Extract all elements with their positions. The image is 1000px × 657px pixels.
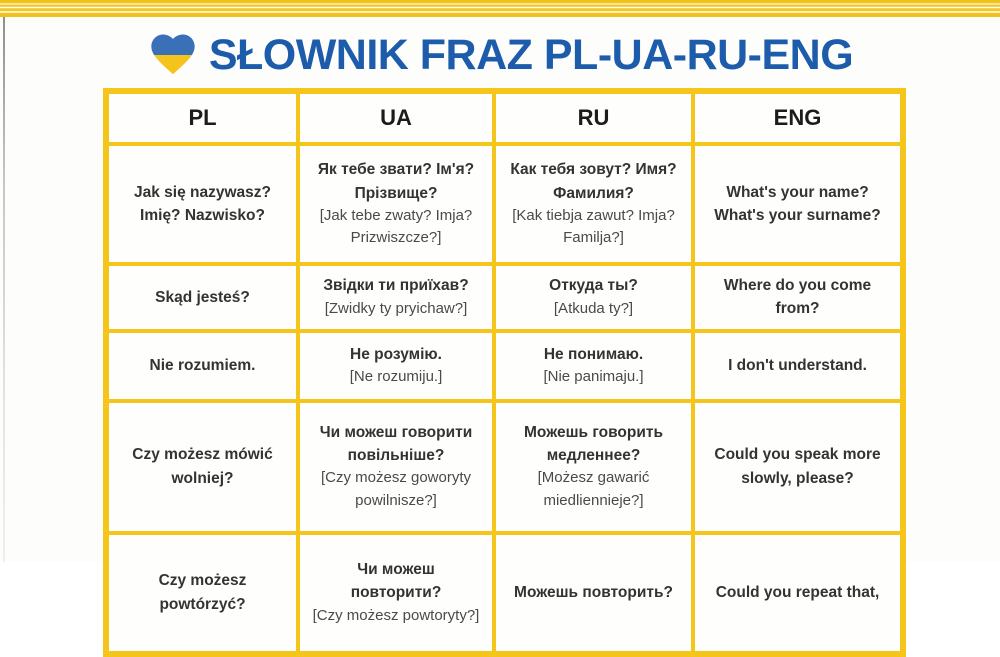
phrase-cell-ua: [298, 533, 494, 654]
phrase-main-text: What's your name? What's your surname?: [714, 183, 881, 224]
phrase-transliteration: [Nie panimaju.]: [543, 367, 644, 385]
phrase-main-text: Nie rozumiem.: [149, 356, 256, 374]
phrase-cell-ua: [298, 331, 494, 401]
phrase-table-body: [106, 144, 903, 654]
phrase-cell-pl: [106, 264, 298, 331]
table-row: [106, 331, 903, 401]
phrase-transliteration: [Atkuda ty?]: [553, 299, 634, 317]
column-header-ua: UA: [298, 91, 494, 144]
column-header-ru: RU: [494, 91, 693, 144]
title-row: [0, 30, 1000, 80]
phrase-main-text: Чи можеш повторити?: [350, 561, 442, 602]
phrase-main-text: I don't understand.: [728, 356, 867, 374]
phrase-cell-ru: [494, 533, 693, 654]
phrase-cell-eng: [693, 401, 903, 533]
phrase-transliteration: [Jak tebe zwaty? Imja? Prizwiszcze?]: [319, 206, 473, 247]
phrase-table-wrap: [103, 88, 900, 657]
phrase-cell-pl: [106, 401, 298, 533]
phrase-transliteration: [Możesz gawarić miedliennieje?]: [537, 469, 650, 509]
phrase-main-text: Skąd jesteś?: [155, 288, 250, 306]
phrase-main-text: Jak się nazywasz? Imię? Nazwisko?: [134, 183, 271, 224]
table-row: [106, 533, 903, 654]
phrase-main-text: Звідки ти приїхав?: [323, 277, 469, 295]
phrase-main-text: Could you speak more slowly, please?: [714, 446, 881, 487]
phrase-cell-ua: [298, 144, 494, 264]
phrase-cell-eng: [693, 331, 903, 401]
phrase-cell-ru: [494, 264, 693, 331]
phrase-transliteration: [Czy możesz powtoryty?]: [312, 606, 480, 624]
phrase-cell-pl: [106, 533, 298, 654]
heart-ukraine-flag-icon: [147, 28, 199, 80]
phrase-main-text: Чи можеш говорити повільніше?: [319, 423, 473, 464]
table-row: [106, 144, 903, 264]
phrase-main-text: Не розумію.: [350, 345, 442, 363]
phrase-main-text: Можешь повторить?: [514, 583, 673, 601]
phrase-transliteration: [Ne rozumiju.]: [349, 367, 443, 385]
phrase-cell-pl: [106, 331, 298, 401]
phrase-main-text: Как тебя зовут? Имя? Фамилия?: [510, 161, 677, 202]
left-edge-line: [3, 17, 5, 562]
phrase-main-text: Не понимаю.: [543, 345, 644, 363]
phrase-cell-ru: [494, 401, 693, 533]
phrase-cell-ua: [298, 401, 494, 533]
table-header: [106, 91, 903, 144]
phrase-cell-ua: [298, 264, 494, 331]
phrase-main-text: Як тебе звати? Ім'я? Прізвище?: [317, 161, 475, 202]
header-row: [106, 91, 903, 144]
phrase-cell-eng: [693, 264, 903, 331]
phrase-transliteration: [Czy możesz goworyty powilnisze?]: [320, 469, 472, 509]
phrase-main-text: Откуда ты?: [549, 277, 638, 295]
phrase-main-text: Можешь говорить медленнее?: [524, 423, 663, 464]
phrase-cell-ru: [494, 331, 693, 401]
page-title: SŁOWNIK FRAZ PL-UA-RU-ENG: [208, 30, 854, 79]
phrase-cell-eng: [693, 533, 903, 654]
phrase-transliteration: [Zwidky ty pryichaw?]: [324, 299, 468, 317]
phrase-transliteration: [Kak tiebja zawut? Imja? Familja?]: [512, 206, 675, 247]
phrase-cell-eng: [693, 144, 903, 264]
column-header-eng: ENG: [693, 91, 903, 144]
phrase-cell-pl: [106, 144, 298, 264]
phrase-table: [103, 88, 906, 657]
brush-stroke-band: [0, 0, 1000, 17]
table-row: [106, 264, 903, 331]
column-header-pl: PL: [106, 91, 298, 144]
phrase-cell-ru: [494, 144, 693, 264]
table-row: [106, 401, 903, 533]
phrase-main-text: Czy możesz mówić wolniej?: [132, 446, 273, 487]
phrase-main-text: Could you repeat that,: [715, 583, 880, 601]
phrase-main-text: Where do you come from?: [723, 277, 872, 318]
phrase-main-text: Czy możesz powtórzyć?: [158, 572, 247, 613]
